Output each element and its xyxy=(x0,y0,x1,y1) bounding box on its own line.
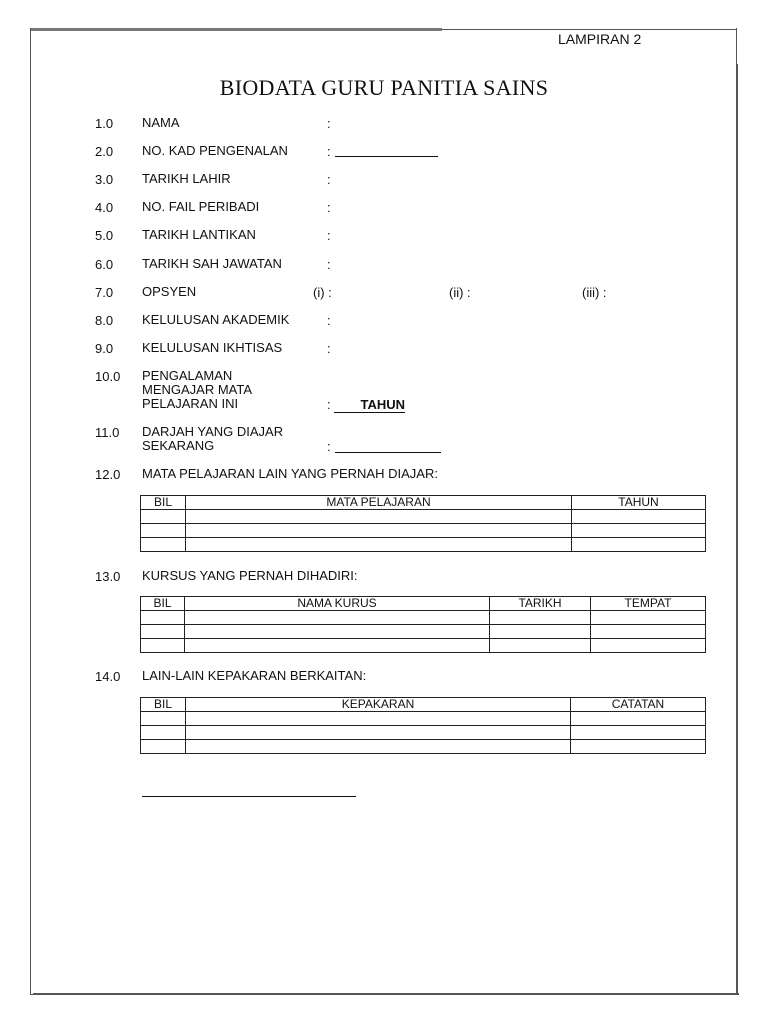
col-header-bil: BIL xyxy=(141,597,185,611)
section-label-mata-pelajaran-lain: MATA PELAJARAN LAIN YANG PERNAH DIAJAR: xyxy=(142,466,438,481)
opsyen-option-3: (iii) : xyxy=(582,285,607,300)
field-label-tarikh-sah-jawatan: TARIKH SAH JAWATAN xyxy=(142,256,282,271)
field-label-tarikh-lantikan: TARIKH LANTIKAN xyxy=(142,227,256,242)
col-header-bil: BIL xyxy=(141,698,186,712)
field-colon: : xyxy=(327,116,331,131)
item-number: 6.0 xyxy=(95,257,114,272)
page-border-shadow-bottom xyxy=(33,993,739,995)
field-colon: : xyxy=(327,172,331,187)
table-header-row xyxy=(141,597,706,611)
col-header-kepakaran: KEPAKARAN xyxy=(186,698,571,712)
table-row[interactable] xyxy=(141,524,706,538)
table-row[interactable] xyxy=(141,712,706,726)
col-header-nama-kurus: NAMA KURUS xyxy=(185,597,490,611)
col-header-tempat: TEMPAT xyxy=(591,597,706,611)
item-number: 7.0 xyxy=(95,285,114,300)
col-header-tarikh: TARIKH xyxy=(490,597,591,611)
item-number: 12.0 xyxy=(95,467,121,482)
field-colon: : xyxy=(327,200,331,215)
field-label-pengalaman-line3: PELAJARAN INI xyxy=(142,396,239,411)
field-label-opsyen: OPSYEN xyxy=(142,284,197,299)
opsyen-option-2: (ii) : xyxy=(449,285,471,300)
page-title: BIODATA GURU PANITIA SAINS xyxy=(219,75,549,100)
field-label-tarikh-lahir: TARIKH LAHIR xyxy=(142,171,231,186)
item-number: 9.0 xyxy=(95,341,114,356)
field-label-pengalaman-line2: MENGAJAR MATA xyxy=(142,382,253,397)
field-colon: : xyxy=(327,341,331,356)
item-number: 5.0 xyxy=(95,228,114,243)
field-colon: : xyxy=(327,228,331,243)
darjah-blank[interactable] xyxy=(335,452,441,453)
field-label-fail-peribadi: NO. FAIL PERIBADI xyxy=(142,199,260,214)
col-header-bil: BIL xyxy=(141,496,186,510)
kepakaran-table xyxy=(140,697,706,754)
item-number: 4.0 xyxy=(95,200,114,215)
field-colon: : xyxy=(327,257,331,272)
table-row[interactable] xyxy=(141,510,706,524)
item-number: 8.0 xyxy=(95,313,114,328)
kad-pengenalan-blank[interactable] xyxy=(335,156,438,157)
page-border-shadow-right xyxy=(736,64,738,995)
kursus-table xyxy=(140,596,706,653)
field-label-kad-pengenalan: NO. KAD PENGENALAN xyxy=(142,143,288,158)
field-colon: : xyxy=(327,313,331,328)
item-number: 14.0 xyxy=(95,669,121,684)
item-number: 10.0 xyxy=(95,369,121,384)
field-colon: : xyxy=(327,397,331,412)
field-label-darjah-line2: SEKARANG xyxy=(142,438,215,453)
field-label-kelulusan-akademik: KELULUSAN AKADEMIK xyxy=(142,312,290,327)
signature-line[interactable] xyxy=(142,796,356,797)
lampiran-label: LAMPIRAN 2 xyxy=(558,31,642,47)
item-number: 13.0 xyxy=(95,569,121,584)
item-number: 2.0 xyxy=(95,144,114,159)
opsyen-option-1: (i) : xyxy=(313,285,332,300)
field-label-nama: NAMA xyxy=(142,115,180,130)
field-label-kelulusan-ikhtisas: KELULUSAN IKHTISAS xyxy=(142,340,283,355)
table-row[interactable] xyxy=(141,611,706,625)
table-row[interactable] xyxy=(141,740,706,754)
item-number: 11.0 xyxy=(95,425,120,440)
table-row[interactable] xyxy=(141,639,706,653)
col-header-mata-pelajaran: MATA PELAJARAN xyxy=(186,496,572,510)
section-label-kursus: KURSUS YANG PERNAH DIHADIRI: xyxy=(142,568,358,583)
table-row[interactable] xyxy=(141,538,706,552)
item-number: 1.0 xyxy=(95,116,114,131)
field-colon: : xyxy=(327,144,331,159)
field-colon: : xyxy=(327,439,331,454)
pengalaman-tahun-value[interactable]: TAHUN xyxy=(334,397,405,413)
table-row[interactable] xyxy=(141,726,706,740)
item-number: 3.0 xyxy=(95,172,114,187)
col-header-catatan: CATATAN xyxy=(571,698,706,712)
mata-pelajaran-table xyxy=(140,495,706,552)
table-header-row xyxy=(141,496,706,510)
section-label-kepakaran: LAIN-LAIN KEPAKARAN BERKAITAN: xyxy=(142,668,367,683)
col-header-tahun: TAHUN xyxy=(572,496,706,510)
table-header-row xyxy=(141,698,706,712)
field-label-darjah-line1: DARJAH YANG DIAJAR xyxy=(142,424,284,439)
table-row[interactable] xyxy=(141,625,706,639)
field-label-pengalaman-line1: PENGALAMAN xyxy=(142,368,233,383)
